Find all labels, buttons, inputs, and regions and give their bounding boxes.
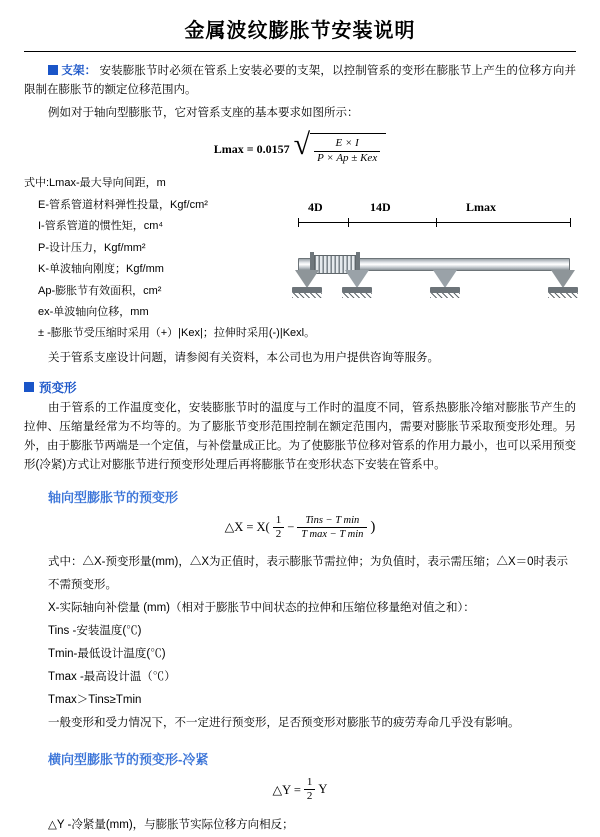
figure-label-4d: 4D [308, 200, 323, 214]
definition-item: 式中：△X-预变形量(mm)，△X为正值时，表示膨胀节需拉伸；为负值时，表示需压缩；△X＝0时表示不需预变形。 [48, 556, 569, 592]
equation-minus-sign: − [287, 519, 295, 534]
figure-pipe-support-diagram [290, 200, 580, 316]
blue-square-bullet-icon [48, 65, 58, 75]
section-2-paragraph: 由于管系的工作温度变化，安装膨胀节时的温度与工作时的温度不同，管系热膨胀冷缩对膨胀节产生的拉伸、压缩量经常为不均等的。为了膨胀节变形范围控制在额定范围内，需要对膨胀节采取预变形处理。另外，由于膨胀节两端是一个定值，与补偿量成正比。为了使膨胀节位移对管系的作用力最小，也可以采用预变形(冷紧)方式让对膨胀节进行预变形处理后再将膨胀节在变形状态下安装在管系中。 [24, 401, 576, 471]
section-4-heading: 横向型膨胀节的预变形-冷紧 [48, 752, 209, 768]
figure-dimension-labels [290, 200, 580, 218]
definition-item: 一般变形和受力情况下，不一定进行预变形，足否预变形对膨胀节的疲劳寿命几乎没有影响。 [48, 717, 520, 730]
section-4-definitions [24, 814, 576, 837]
definition-item: △Y -冷紧量(mm)，与膨胀节实际位移方向相反； [48, 818, 294, 831]
definition-item: X-实际轴向补偿量 (mm)（相对于膨胀节中间状态的拉伸和压缩位移量绝对值之和）： [48, 602, 475, 615]
formula-axial-predeformation [24, 514, 576, 541]
dimension-segment-4d [298, 222, 348, 223]
legend-item: 式中:Lmax-最大导向间距，m [24, 177, 166, 190]
legend-item: ex-单波轴向位移，mm [38, 306, 149, 319]
equation-rhs: Y [318, 782, 328, 797]
formula-lmax-radical [293, 127, 387, 166]
blue-square-bullet-icon [24, 382, 34, 392]
radical-sign-icon: √ [293, 127, 311, 161]
equation-half-fraction: $\frac{1}{2}$ [273, 514, 285, 541]
equation-lhs: △Y = [272, 782, 301, 797]
anchor-support [548, 270, 578, 296]
figure-dimension-rules [290, 218, 580, 228]
definition-item: Tmax -最高设计温（℃） [48, 671, 176, 684]
legend-item: I-管系管道的惯性矩，cm⁴ [38, 220, 164, 233]
title-divider [24, 51, 576, 52]
section-2-heading: 预变形 [39, 380, 77, 395]
definition-item: Tmin-最低设计温度(℃) [48, 648, 166, 661]
formula-lmax [24, 127, 576, 166]
definition-item: Tins -安装温度(℃) [48, 625, 142, 638]
section-3-definitions [24, 551, 576, 735]
formula-lmax-denominator: P × Ap ± Kex [314, 151, 380, 166]
legend-item: Ap-膨胀节有效面积，cm² [38, 284, 162, 297]
equation-temperature-fraction: $\frac{\text{Tins − T min}}{\text{T max − T min}}$ [297, 514, 367, 541]
section-1-body-1: 安装膨胀节时必须在管系上安装必要的支架，以控制管系的变形在膨胀节上产生的位移方向并限制在膨胀节的额定位移范围内。 [24, 65, 576, 96]
legend-item: ± -膨胀节受压缩时采用（+）|Kex|；拉伸时采用(-)|Kexl。 [38, 327, 316, 340]
definition-item: Tmax＞Tins≥Tmin [48, 694, 142, 707]
page-title: 金属波纹膨胀节安装说明 [184, 20, 416, 42]
figure-pipe-assembly [290, 230, 580, 316]
section-2-heading-row [24, 378, 576, 396]
section-1-note: 关于管系支座设计问题，请参阅有关资料，本公司也为用户提供咨询等服务。 [48, 351, 439, 364]
legend-item: E-管系管道材料弹性投量，Kgf/cm² [38, 198, 208, 211]
equation-lhs: △X = X( [224, 520, 270, 535]
formula-lateral-coldspring [24, 776, 576, 803]
anchor-support [292, 270, 322, 296]
guide-support [430, 270, 460, 296]
guide-support [342, 270, 372, 296]
dimension-segment-14d [348, 222, 436, 223]
formula-lmax-lhs: Lmax = 0.0157 [213, 141, 290, 156]
document-page [0, 14, 600, 831]
legend-item: P-设计压力，Kgf/mm² [38, 241, 146, 254]
equation-rhs: ) [370, 518, 376, 535]
legend-item: K-单波轴向刚度；Kgf/mm [38, 263, 164, 276]
equation-half-fraction: $\frac{1}{2}$ [304, 776, 316, 803]
figure-label-14d: 14D [370, 200, 391, 214]
section-1-paragraph-1 [24, 62, 576, 100]
formula-lmax-numerator: E × I [335, 136, 359, 149]
section-1-heading: 支架： [61, 65, 97, 77]
figure-label-lmax: Lmax [466, 200, 496, 214]
dimension-tick [570, 218, 571, 227]
section-1-paragraph-2: 例如对于轴向型膨胀节，它对管系支座的基本要求如图所示： [48, 106, 359, 119]
section-3-heading: 轴向型膨胀节的预变形 [48, 489, 179, 505]
dimension-segment-lmax [436, 222, 570, 223]
